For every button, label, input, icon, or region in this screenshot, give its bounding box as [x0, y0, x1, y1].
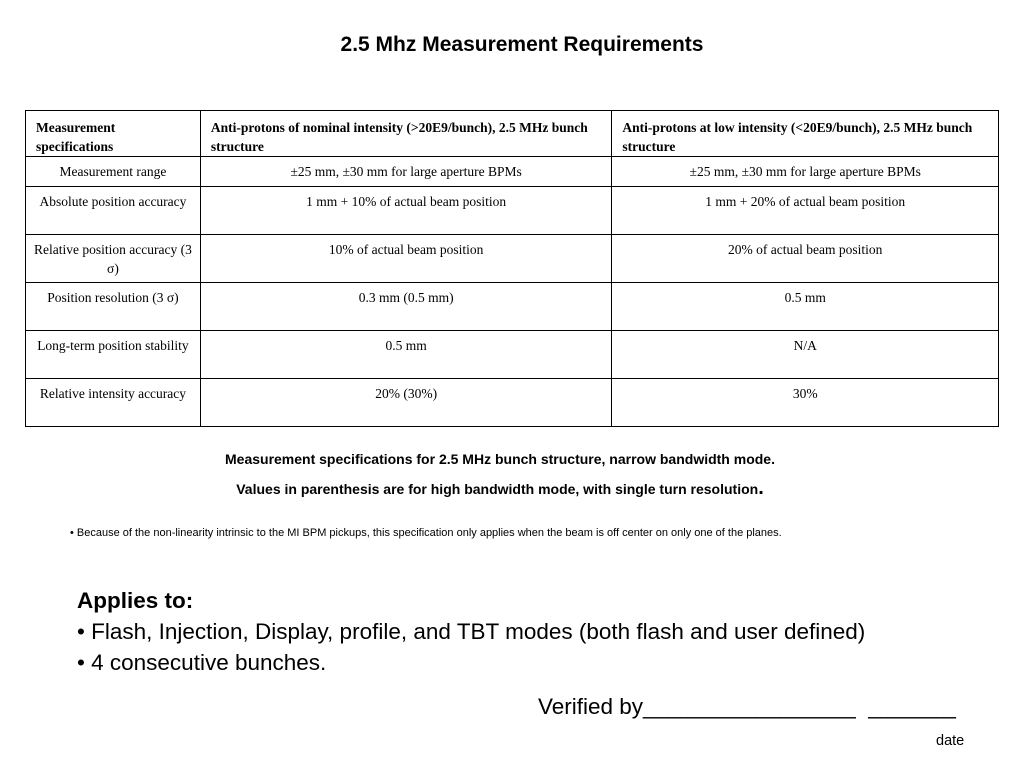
table-cell: 1 mm + 20% of actual beam position	[612, 187, 999, 235]
page-title: 2.5 Mhz Measurement Requirements	[340, 33, 704, 56]
table-cell: ±25 mm, ±30 mm for large aperture BPMs	[200, 157, 612, 187]
table-cell: 0.5 mm	[612, 283, 999, 331]
list-item: • Flash, Injection, Display, profile, and TBT modes (both flash and user defined)	[77, 619, 866, 644]
table-row	[26, 187, 999, 235]
table-row	[26, 331, 999, 379]
requirements-table	[25, 110, 999, 427]
applies-to-heading: Applies to:	[77, 588, 194, 613]
table-row	[26, 235, 999, 283]
verified-by-line: Verified by_________________ _______	[538, 694, 956, 719]
table-row	[26, 379, 999, 427]
table-cell: Relative intensity accuracy	[26, 379, 201, 427]
footnote: • Because of the non-linearity intrinsic to the MI BPM pickups, this specification only applies when the beam is off center on only one of the planes.	[70, 527, 782, 539]
table-cell: 1 mm + 10% of actual beam position	[200, 187, 612, 235]
table-cell: N/A	[612, 331, 999, 379]
caption-text: Values in parenthesis are for high bandwidth mode, with single turn resolution	[236, 481, 759, 497]
list-item: • 4 consecutive bunches.	[77, 650, 327, 675]
table-cell: 20% of actual beam position	[612, 235, 999, 283]
caption-period: .	[758, 477, 764, 499]
table-cell: 0.3 mm (0.5 mm)	[200, 283, 612, 331]
table-row	[26, 283, 999, 331]
table-caption-line-1: Measurement specifications for 2.5 MHz bunch structure, narrow bandwidth mode.	[225, 451, 775, 467]
table-cell: Absolute position accuracy	[26, 187, 201, 235]
applies-to-section	[77, 585, 865, 678]
header-cell: Measurement specifications	[26, 111, 201, 157]
table-cell: 0.5 mm	[200, 331, 612, 379]
table-cell: Position resolution (3 σ)	[26, 283, 201, 331]
date-label: date	[936, 733, 965, 749]
header-cell: Anti-protons at low intensity (<20E9/bunch), 2.5 MHz bunch structure	[612, 111, 999, 157]
table-cell: Measurement range	[26, 157, 201, 187]
header-cell: Anti-protons of nominal intensity (>20E9/bunch), 2.5 MHz bunch structure	[200, 111, 612, 157]
table-header-row	[26, 111, 999, 157]
table-cell: ±25 mm, ±30 mm for large aperture BPMs	[612, 157, 999, 187]
table-row	[26, 157, 999, 187]
table-cell: 30%	[612, 379, 999, 427]
table-cell: Long-term position stability	[26, 331, 201, 379]
table-caption-line-2	[0, 477, 1000, 499]
table-cell: 20% (30%)	[200, 379, 612, 427]
table-cell: 10% of actual beam position	[200, 235, 612, 283]
table-cell: Relative position accuracy (3 σ)	[26, 235, 201, 283]
